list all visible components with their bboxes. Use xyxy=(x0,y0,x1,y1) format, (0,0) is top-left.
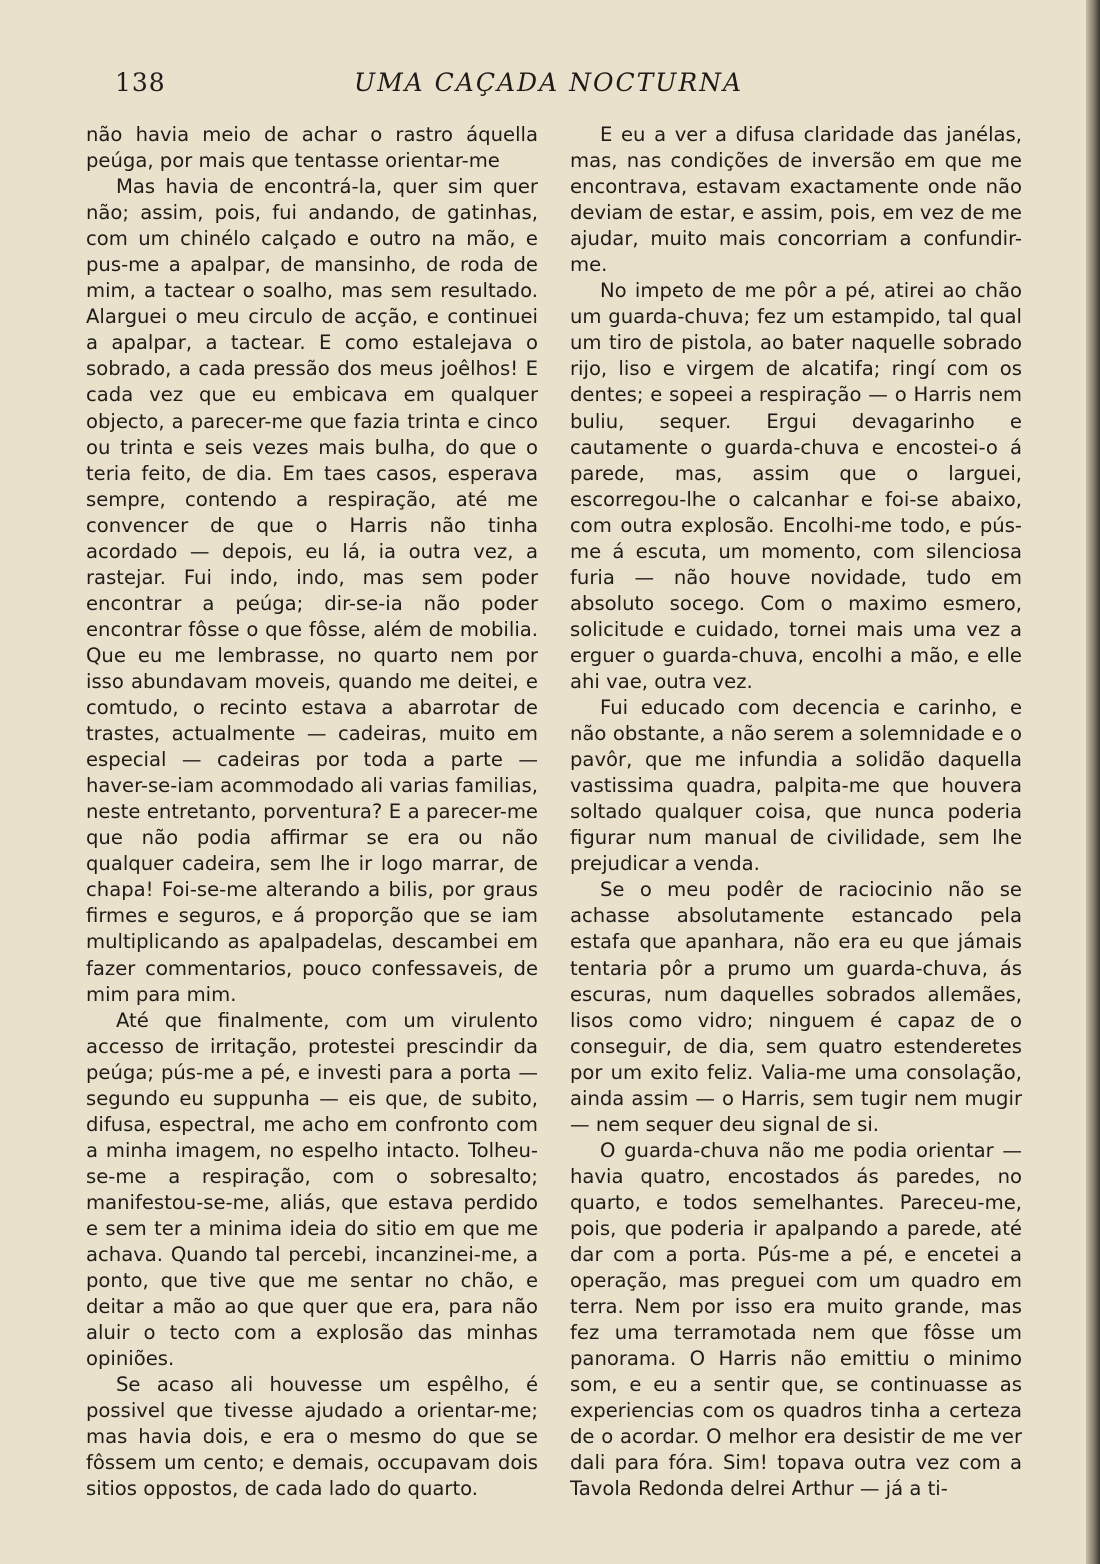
left-column xyxy=(86,122,538,1502)
paragraph: Mas havia de encontrá-la, quer sim quer não; assim, pois, fui andando, de gatinhas, com um chinélo calçado e outro na mão, e pus-me a apalpar, de mansinho, de roda de mim, a tactear o soalho, mas sem resultado. Alarguei o meu circulo de acção, e continuei a apalpar, a tactear. E como estalejava o sobrado, a cada pressão dos meus joêlhos! E cada vez que eu embicava em qualquer objecto, a parecer-me que fazia trinta e cinco ou trinta e seis vezes mais bulha, do que o teria feito, de dia. Em taes casos, esperava sempre, contendo a respiração, até me convencer de que o Harris não tinha acordado — depois, eu lá, ia outra vez, a rastejar. Fui indo, indo, mas sem poder encontrar a peúga; dir-se-ia não poder encontrar fôsse o que fôsse, além de mobilia. Que eu me lembrasse, no quarto nem por isso abundavam moveis, quando me deitei, e comtudo, o recinto estava a abarrotar de trastes, actualmente — cadeiras, muito em especial — cadeiras por toda a parte — haver-se-iam acommodado ali varias familias, neste entretanto, porventura? E a parecer-me que não podia affirmar se era ou não qualquer cadeira, sem lhe ir logo marrar, de chapa! Foi-se-me alterando a bilis, por graus firmes e seguros, e á proporção que se iam multiplicando as apalpadelas, descambei em fazer commentarios, pouco confessaveis, de mim para mim. xyxy=(86,175,538,1006)
paragraph: No impeto de me pôr a pé, atirei ao chão um guarda-chuva; fez um estampido, tal qual um tiro de pistola, ao bater naquelle sobrado rijo, liso e virgem de alcatifa; ringí com os dentes; e sopeei a respiração — o Harris nem buliu, sequer. Ergui devagarinho e cautamente o guarda-chuva e encostei-o á parede, mas, assim que o larguei, escorregou-lhe o calcanhar e foi-se abaixo, com outra explosão. Encolhi-me todo, e pús-me á escuta, um momento, com silenciosa furia — não houve novidade, tudo em absoluto socego. Com o maximo esmero, solicitude e cuidado, tornei mais uma vez a erguer o guarda-chuva, encolhi a mão, e elle ahi vae, outra vez. xyxy=(570,279,1022,693)
paragraph: O guarda-chuva não me podia orientar — havia quatro, encostados ás paredes, no quarto, e todos semelhantes. Pareceu-me, pois, que poderia ir apalpando a parede, até dar com a porta. Pús-me a pé, e encetei a operação, mas preguei com um quadro em terra. Nem por isso era muito grande, mas fez uma terramotada nem que fôsse um panorama. O Harris não emittiu o minimo som, e eu a sentir que, se continuasse as experiencias com os quadros tinha a certeza de o acordar. O melhor era desistir de me ver dali para fóra. Sim! topava outra vez com a Tavola Redonda delrei Arthur — já a ti- xyxy=(570,1138,1022,1501)
paragraph: E eu a ver a difusa claridade das janélas, mas, nas condições de inversão em que me encontrava, estavam exactamente onde não deviam de estar, e assim, pois, em vez de me ajudar, muito mais concorriam a confundir-me. xyxy=(570,123,1022,277)
page-number: 138 xyxy=(115,68,166,97)
running-title: UMA CAÇADA NOCTURNA xyxy=(354,68,744,97)
paragraph: Se acaso ali houvesse um espêlho, é possivel que tivesse ajudado a orientar-me; mas havia dois, e era o mesmo do que se fôssem um cento; e demais, occupavam dois sitios oppostos, de cada lado do quarto. xyxy=(86,1373,538,1501)
paragraph: Fui educado com decencia e carinho, e não obstante, a não serem a solemnidade e o pavôr, que me infundia a solidão daquella vastissima quadra, palpita-me que houvera soltado qualquer coisa, que nunca poderia figurar num manual de civilidade, sem lhe prejudicar a venda. xyxy=(570,696,1022,876)
paragraph: Até que finalmente, com um virulento accesso de irritação, protestei prescindir da peúga; pús-me a pé, e investi para a porta — segundo eu suppunha — eis que, de subito, difusa, espectral, me acho em confronto com a minha imagem, no espelho intacto. Tolheu-se-me a respiração, com o sobresalto; manifestou-se-me, aliás, que estava perdido e sem ter a minima ideia do sitio em que me achava. Quando tal percebi, incanzinei-me, a ponto, que tive que me sentar no chão, e deitar a mão ao que quer que era, para não aluir o tecto com a explosão das minhas opiniões. xyxy=(86,1008,538,1371)
paragraph: Se o meu podêr de raciocinio não se achasse absolutamente estancado pela estafa que apanhara, não era eu que jámais tentaria pôr a prumo um guarda-chuva, ás escuras, num daquelles sobrados allemães, lisos como vidro; ninguem é capaz de o conseguir, de dia, sem quatro estenderetes por um exito feliz. Valia-me uma consolação, ainda assim — o Harris, sem tugir nem mugir — nem sequer deu signal de si. xyxy=(570,878,1022,1136)
page-edge xyxy=(1086,0,1100,1564)
right-column xyxy=(570,122,1022,1502)
paragraph: não havia meio de achar o rastro áquella peúga, por mais que tentasse orientar-me xyxy=(86,123,538,173)
